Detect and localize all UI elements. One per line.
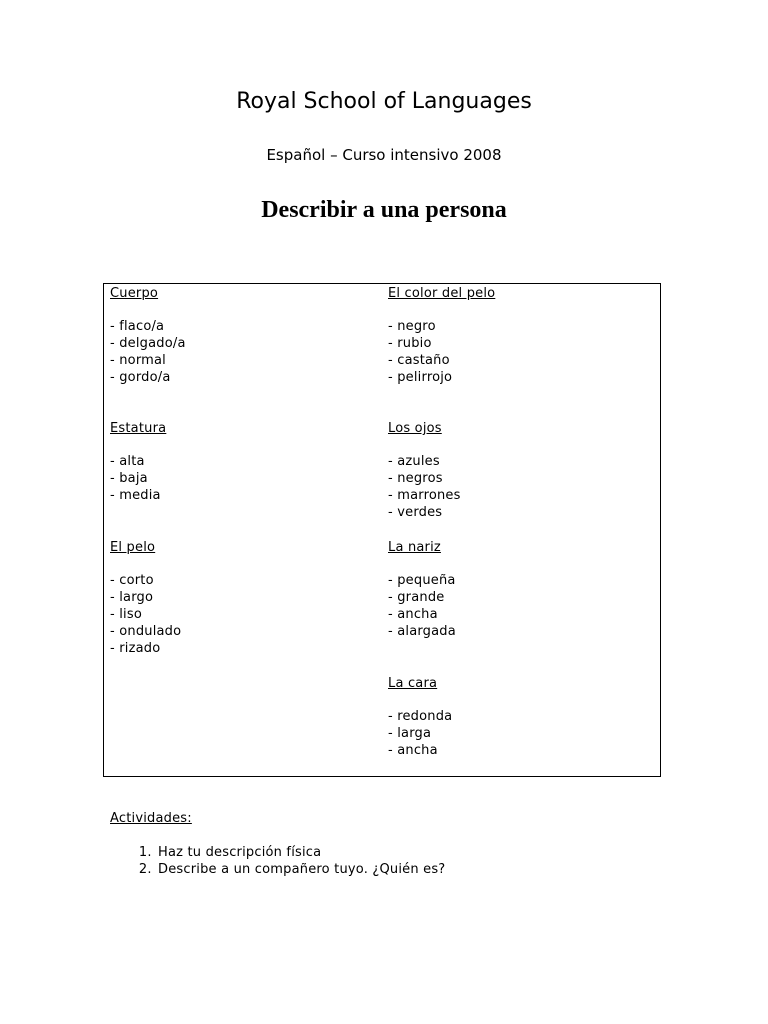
activity-item: 1. Haz tu descripción física xyxy=(156,844,445,861)
list-item: - azules xyxy=(388,454,440,469)
section-cuerpo xyxy=(110,285,186,386)
list-item: - marrones xyxy=(388,488,461,503)
section-heading-el-pelo: El pelo xyxy=(110,540,156,555)
activities-list xyxy=(110,844,445,878)
list-el-pelo xyxy=(110,572,181,657)
activity-item: 2. Describe a un compañero tuyo. ¿Quién es? xyxy=(156,861,445,878)
section-la-nariz xyxy=(388,539,456,640)
list-cuerpo xyxy=(110,318,186,386)
list-item: - largo xyxy=(110,590,154,605)
list-item: - rubio xyxy=(388,336,432,351)
activities-heading: Actividades: xyxy=(110,811,192,826)
list-item: - delgado/a xyxy=(110,336,186,351)
list-item: - rizado xyxy=(110,641,161,656)
section-el-pelo xyxy=(110,539,181,657)
section-heading-la-cara: La cara xyxy=(388,676,438,691)
course-line: Español – Curso intensivo 2008 xyxy=(266,146,502,164)
list-item: - ancha xyxy=(388,743,438,758)
section-heading-los-ojos: Los ojos xyxy=(388,421,442,436)
list-item: - media xyxy=(110,488,161,503)
list-item: - pelirrojo xyxy=(388,370,453,385)
list-item: - ondulado xyxy=(110,624,182,639)
list-item: - pequeña xyxy=(388,573,456,588)
list-item: - grande xyxy=(388,590,445,605)
section-heading-estatura: Estatura xyxy=(110,421,167,436)
section-color-pelo xyxy=(388,285,495,386)
list-item: - negro xyxy=(388,319,436,334)
section-heading-color-pelo: El color del pelo xyxy=(388,286,496,301)
list-item: - larga xyxy=(388,726,432,741)
list-item: - liso xyxy=(110,607,142,622)
list-color-pelo xyxy=(388,318,495,386)
list-item: - negros xyxy=(388,471,443,486)
section-estatura xyxy=(110,420,166,504)
list-los-ojos xyxy=(388,453,461,521)
list-item: - ancha xyxy=(388,607,438,622)
section-heading-cuerpo: Cuerpo xyxy=(110,286,159,301)
section-los-ojos xyxy=(388,420,461,521)
activities-section xyxy=(110,810,445,878)
list-item: - alta xyxy=(110,454,145,469)
list-item: - verdes xyxy=(388,505,443,520)
list-item: - alargada xyxy=(388,624,456,639)
list-la-nariz xyxy=(388,572,456,640)
list-item: - flaco/a xyxy=(110,319,165,334)
list-item: - baja xyxy=(110,471,148,486)
list-item: - normal xyxy=(110,353,166,368)
section-la-cara xyxy=(388,675,452,759)
list-item: - redonda xyxy=(388,709,453,724)
document-title: Describir a una persona xyxy=(261,197,507,223)
list-item: - castaño xyxy=(388,353,450,368)
list-item: - corto xyxy=(110,573,154,588)
vocabulary-box xyxy=(103,283,661,777)
school-title: Royal School of Languages xyxy=(236,89,532,114)
section-heading-la-nariz: La nariz xyxy=(388,540,441,555)
list-item: - gordo/a xyxy=(110,370,171,385)
list-estatura xyxy=(110,453,166,504)
list-la-cara xyxy=(388,708,452,759)
